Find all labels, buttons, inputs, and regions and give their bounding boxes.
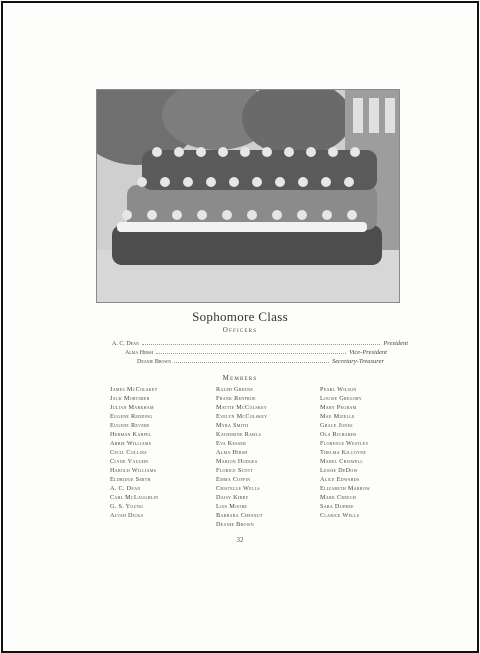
member-name: Lessie DeDow (320, 467, 358, 474)
members-column-2 (216, 385, 267, 529)
member-name: Pearl Wilson (320, 386, 357, 393)
dot-leader (142, 338, 380, 345)
member-name: Jack Mortimer (110, 395, 150, 402)
member-name: Abbie Williams (110, 440, 152, 447)
member-name: A. C. Dean (110, 485, 141, 492)
member-name: Sara Dupree (320, 503, 354, 510)
officers-heading: Officers (222, 326, 258, 334)
member-name: Grace Jones (320, 422, 353, 429)
member-name: Harold Williams (110, 467, 157, 474)
members-heading: Members (222, 374, 258, 382)
member-name: Ralph Greene (216, 386, 254, 393)
member-name: Myra Smith (216, 422, 249, 429)
class-photo-illustration (97, 90, 399, 302)
class-photo (96, 89, 400, 303)
member-name: Cecil Collins (110, 449, 147, 456)
member-name: Elizabeth Marrow (320, 485, 371, 492)
officer-row (137, 356, 384, 365)
member-name: Louise Gregory (320, 395, 362, 402)
member-name: Eldridge Smith (110, 476, 151, 483)
member-name: Herman Karpel (110, 431, 152, 438)
member-name: Clarice Wells (320, 512, 360, 519)
member-name: Cristelle Wells (216, 485, 260, 492)
member-name: Carl McLaughlin (110, 494, 159, 501)
member-name: Mae Mizelle (320, 413, 355, 420)
member-name: Marion Hodges (216, 458, 258, 465)
members-column-1 (110, 385, 158, 520)
member-name: Ola Richards (320, 431, 357, 438)
member-name: Katherine Rawls (216, 431, 262, 438)
officer-name: Deanie Brown (137, 359, 172, 365)
page-title: Sophomore Class (192, 309, 288, 324)
member-name: Mattie McColskey (216, 404, 268, 411)
member-name: Daisy Kirby (216, 494, 249, 501)
member-name: Eva Kesser (216, 440, 247, 447)
page-number: 32 (236, 536, 244, 544)
member-name: Emma Coffin (216, 476, 251, 483)
officer-title: Secretary-Treasurer (332, 358, 384, 365)
member-name: Alma Hirsh (216, 449, 248, 456)
member-name: Julian Markham (110, 404, 154, 411)
member-name: Mabel Criswell (320, 458, 364, 465)
officer-row (112, 338, 408, 347)
member-name: Mary Pegram (320, 404, 357, 411)
member-name: G. S. Young (110, 503, 144, 510)
member-name: Deanie Brown (216, 521, 254, 528)
member-name: Clyde Vaughn (110, 458, 149, 465)
member-name: Eugene Revere (110, 422, 150, 429)
officer-row (125, 347, 387, 356)
member-name: Evelyn McColskey (216, 413, 268, 420)
member-name: Barbara Chesnut (216, 512, 263, 519)
member-name: Florice Scott (216, 467, 254, 474)
member-name: Florence Westley (320, 440, 369, 447)
member-name: Alvah Dicks (110, 512, 144, 519)
member-name: Thelma Kilcoyne (320, 449, 367, 456)
member-name: James McColskey (110, 386, 158, 393)
dot-leader (174, 356, 329, 363)
officer-name: Alma Hirsh (125, 350, 154, 356)
member-name: Mark Creech (320, 494, 357, 501)
officer-title: Vice-President (349, 349, 387, 356)
member-name: Eugene Redding (110, 413, 153, 420)
member-name: Frank Renfroe (216, 395, 256, 402)
officer-title: President (383, 340, 408, 347)
members-column-3 (320, 385, 370, 520)
member-name: Lois Moore (216, 503, 248, 510)
member-name: Alice Edwards (320, 476, 360, 483)
officer-name: A. C. Dean (112, 341, 139, 347)
dot-leader (156, 347, 346, 354)
